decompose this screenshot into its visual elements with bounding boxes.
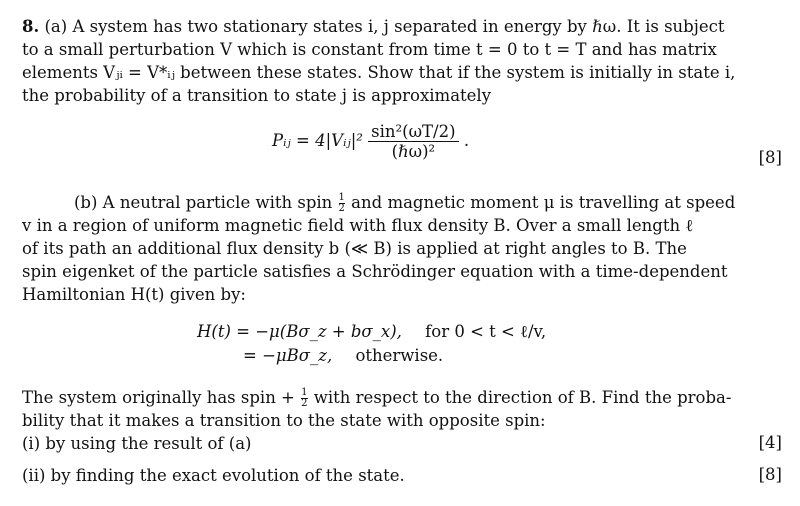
part-a-line-3: elements Vⱼᵢ = V*ᵢⱼ between these states. Show that if the system is initially in state i,: [22, 63, 736, 82]
hamiltonian-cond-2: otherwise.: [355, 346, 444, 365]
part-b-text-1a: (b) A neutral particle with spin: [74, 193, 333, 212]
part-b-line-6: [22, 387, 732, 409]
part-b-text-1b: and magnetic moment μ is travelling at speed: [351, 193, 736, 212]
half-fraction: [339, 193, 345, 214]
part-b-line-2: v in a region of uniform magnetic field with flux density B. Over a small length ℓ: [22, 216, 694, 235]
equation-period: .: [463, 131, 470, 150]
part-a-line-1: [22, 16, 725, 38]
equation-lhs: Pᵢⱼ = 4|Vᵢⱼ|²: [272, 131, 363, 150]
half-denominator: 2: [338, 203, 345, 214]
part-b-ii: (ii) by finding the exact evolution of the state.: [22, 466, 405, 485]
hamiltonian-expr-1: H(t) = −μ(Bσ_z + bσ_x),: [197, 322, 402, 341]
probability-equation: [272, 122, 469, 161]
half-numerator-2: 1: [301, 387, 308, 398]
hamiltonian-line-2: [243, 346, 443, 365]
marks-part-b-i: [4]: [758, 433, 782, 452]
part-b-text-6b: with respect to the direction of B. Find the proba-: [313, 388, 732, 407]
half-fraction-2: [301, 388, 307, 409]
part-a-line-4: the probability of a transition to state j is approximately: [22, 86, 492, 105]
part-b-text-6a: The system originally has spin +: [22, 388, 295, 407]
hamiltonian-line-1: [197, 322, 546, 342]
marks-part-a: [8]: [758, 148, 782, 167]
marks-part-b-ii: [8]: [758, 465, 782, 484]
part-b-line-7: bility that it makes a transition to the state with opposite spin:: [22, 411, 546, 430]
hamiltonian-expr-2: = −μBσ_z,: [243, 346, 333, 365]
equation-denominator: (ℏω)²: [391, 142, 436, 161]
part-a-text-1: (a) A system has two stationary states i, j separated in energy by ℏω. It is subject: [44, 17, 725, 36]
part-b-line-4: spin eigenket of the particle satisfies a Schrödinger equation with a time-dependent: [22, 262, 728, 281]
part-a-line-2: to a small perturbation V which is constant from time t = 0 to t = T and has matrix: [22, 40, 717, 59]
half-denominator-2: 2: [301, 398, 308, 409]
part-b-line-1: [74, 192, 736, 214]
question-number: 8.: [22, 17, 40, 36]
half-numerator: 1: [338, 192, 345, 203]
equation-numerator: sin²(ωT/2): [368, 122, 458, 142]
part-b-i: (i) by using the result of (a): [22, 434, 252, 453]
equation-fraction: [368, 122, 458, 161]
part-b-line-5: Hamiltonian H(t) given by:: [22, 285, 246, 304]
part-b-line-3: of its path an additional flux density b (≪ B) is applied at right angles to B. The: [22, 239, 687, 258]
hamiltonian-cond-1: for 0 < t < ℓ/v,: [425, 322, 547, 341]
